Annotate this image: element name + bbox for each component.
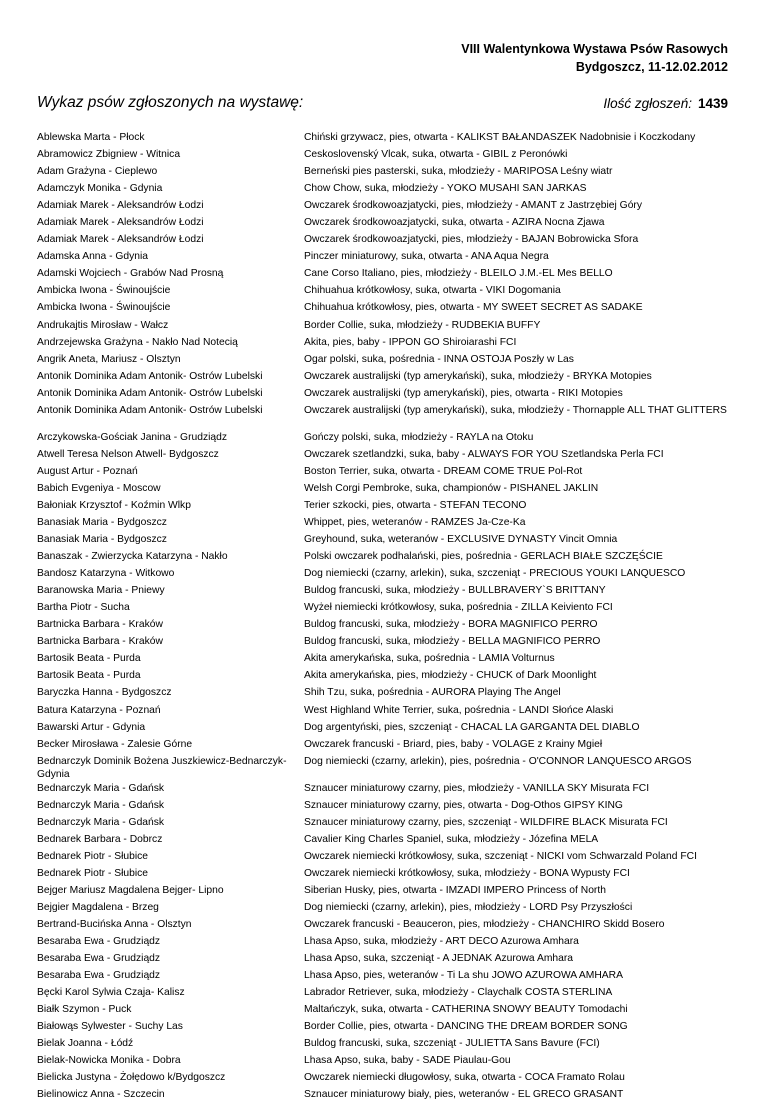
- list-item: [37, 704, 737, 721]
- dog-entry: Dog niemiecki (czarny, arlekin), suka, szczeniąt - PRECIOUS YOUKI LANQUESCO: [304, 568, 686, 580]
- dog-entry: Owczarek środkowoazjatycki, suka, otwarta - AZIRA Nocna Zjawa: [304, 217, 605, 229]
- list-item: [37, 516, 737, 533]
- dog-entry: Lhasa Apso, suka, młodzieży - ART DECO Azurowa Amhara: [304, 936, 579, 948]
- owner-name: Bęcki Karol Sylwia Czaja- Kalisz: [37, 987, 185, 999]
- owner-name: Adamczyk Monika - Gdynia: [37, 183, 163, 195]
- list-item: [37, 969, 737, 986]
- dog-entry: Ogar polski, suka, pośrednia - INNA OSTOJA Poszły w Las: [304, 353, 574, 365]
- owner-name: Bednarczyk Maria - Gdańsk: [37, 782, 165, 794]
- dog-entry: Labrador Retriever, suka, młodzieży - Claychalk COSTA STERLINA: [304, 987, 613, 999]
- dog-entry: Cavalier King Charles Spaniel, suka, młodzieży - Józefina MELA: [304, 833, 599, 845]
- owner-name: Babich Evgeniya - Moscow: [37, 482, 161, 494]
- owner-name: Bejgier Magdalena - Brzeg: [37, 901, 159, 913]
- list-item: [37, 284, 737, 301]
- owner-name: Białowąs Sylwester - Suchy Las: [37, 1021, 183, 1033]
- owner-name: Andrzejewska Grażyna - Nakło Nad Notecią: [37, 336, 238, 348]
- show-location-date: Bydgoszcz, 11-12.02.2012: [575, 60, 728, 74]
- list-item: [37, 884, 737, 901]
- list-item: [37, 1088, 737, 1105]
- owner-name: Atwell Teresa Nelson Atwell- Bydgoszcz: [37, 448, 219, 460]
- owner-name: Baranowska Maria - Pniewy: [37, 585, 165, 597]
- dog-entry: Buldog francuski, suka, młodzieży - BELLA MAGNIFICO PERRO: [304, 636, 601, 648]
- owner-name: Białk Szymon - Puck: [37, 1004, 132, 1016]
- owner-name: Bielak Joanna - Łódź: [37, 1038, 134, 1050]
- list-item: [37, 918, 737, 935]
- list-item: [37, 952, 737, 969]
- dog-entry: Owczarek australijski (typ amerykański), pies, otwarta - RIKI Motopies: [304, 387, 623, 399]
- dog-entry: Owczarek francuski - Briard, pies, baby - VOLAGE z Krainy Mgieł: [304, 738, 603, 750]
- owner-name: Bartosik Beata - Purda: [37, 670, 141, 682]
- dog-entry: Owczarek środkowoazjatycki, pies, młodzieży - BAJAN Bobrowicka Sfora: [304, 234, 639, 246]
- list-item: [37, 1020, 737, 1037]
- list-item: [37, 482, 737, 499]
- owner-name: Adamiak Marek - Aleksandrów Łodzi: [37, 217, 204, 229]
- list-item: [37, 567, 737, 584]
- owner-name: Bielicka Justyna - Żołędowo k/Bydgoszcz: [37, 1072, 226, 1084]
- list-item: [37, 799, 737, 816]
- dog-entry: Border Collie, pies, otwarta - DANCING THE DREAM BORDER SONG: [304, 1021, 628, 1033]
- dog-entry: Owczarek niemiecki krótkowłosy, suka, młodzieży - BONA Wypusty FCI: [304, 867, 630, 879]
- list-item: [37, 738, 737, 755]
- list-item: [37, 233, 737, 250]
- list-item: [37, 618, 737, 635]
- owner-name: Bednarek Piotr - Słubice: [37, 850, 149, 862]
- owner-name: Adamska Anna - Gdynia: [37, 251, 149, 263]
- owner-name: Bednarczyk Maria - Gdańsk: [37, 799, 165, 811]
- entry-count-value: 1439: [697, 96, 728, 111]
- list-item: [37, 148, 737, 165]
- dog-entry: Terier szkocki, pies, otwarta - STEFAN TECONO: [304, 499, 527, 511]
- entry-count: [603, 96, 728, 111]
- owner-name: Banaszak - Zwierzycka Katarzyna - Nakło: [37, 551, 228, 563]
- owner-name: Adamiak Marek - Aleksandrów Łodzi: [37, 200, 204, 212]
- owner-name: Ambicka Iwona - Świnoujście: [37, 285, 171, 297]
- list-item: [37, 301, 737, 318]
- dog-entry: Maltańczyk, suka, otwarta - CATHERINA SNOWY BEAUTY Tomodachi: [304, 1004, 628, 1016]
- list-item: [37, 850, 737, 867]
- dog-entry: Akita, pies, baby - IPPON GO Shiroiarashi FCI: [304, 336, 517, 348]
- dog-entry: Owczarek niemiecki długowłosy, suka, otwarta - COCA Framato Rolau: [304, 1072, 625, 1084]
- list-item: [37, 816, 737, 833]
- list-item: [37, 182, 737, 199]
- owner-name: Banasiak Maria - Bydgoszcz: [37, 516, 167, 528]
- dog-entry: Lhasa Apso, suka, szczeniąt - A JEDNAK Azurowa Amhara: [304, 953, 574, 965]
- list-item: [37, 1003, 737, 1020]
- owner-name: Besaraba Ewa - Grudziądz: [37, 936, 161, 948]
- list-item: [37, 1037, 737, 1054]
- list-item: [37, 755, 737, 782]
- dog-entry: Chihuahua krótkowłosy, suka, otwarta - VIKI Dogomania: [304, 285, 561, 297]
- owner-name: Bielak-Nowicka Monika - Dobra: [37, 1055, 181, 1067]
- owner-name: Andrukajtis Mirosław - Wałcz: [37, 319, 169, 331]
- owner-name: Bartnicka Barbara - Kraków: [37, 619, 163, 631]
- list-item: [37, 165, 737, 182]
- owner-name: Ablewska Marta - Płock: [37, 132, 145, 143]
- list-item: [37, 267, 737, 284]
- list-subtitle: Wykaz psów zgłoszonych na wystawę:: [37, 94, 304, 111]
- dog-entry: Dog niemiecki (czarny, arlekin), pies, młodzieży - LORD Psy Przyszłości: [304, 901, 633, 913]
- list-item: [37, 901, 737, 918]
- owner-name: Bartha Piotr - Sucha: [37, 602, 130, 614]
- owner-name: Bednarczyk Dominik Bożena Juszkiewicz-Bednarczyk- Gdynia: [37, 755, 287, 780]
- list-item: [37, 387, 737, 404]
- dog-entry: Wyżeł niemiecki krótkowłosy, suka, pośrednia - ZILLA Keiviento FCI: [304, 602, 613, 614]
- dog-entry: Buldog francuski, suka, młodzieży - BULLBRAVERY`S BRITTANY: [304, 585, 606, 597]
- owner-name: Besaraba Ewa - Grudziądz: [37, 970, 161, 982]
- dog-entry: Chow Chow, suka, młodzieży - YOKO MUSAHI SAN JARKAS: [304, 183, 587, 195]
- owner-name: Bertrand-Bucińska Anna - Olsztyn: [37, 919, 192, 931]
- list-item: [37, 721, 737, 738]
- list-item: [37, 669, 737, 686]
- owner-name: Abramowicz Zbigniew - Witnica: [37, 149, 181, 161]
- list-item: [37, 686, 737, 703]
- list-item: [37, 465, 737, 482]
- dog-entry: Berneński pies pasterski, suka, młodzieży - MARIPOSA Leśny wiatr: [304, 166, 613, 178]
- owner-name: Antonik Dominika Adam Antonik- Ostrów Lubelski: [37, 387, 263, 399]
- dog-entry: Dog niemiecki (czarny, arlekin), pies, pośrednia - O'CONNOR LANQUESCO ARGOS: [304, 755, 692, 767]
- list-item: [37, 601, 737, 618]
- show-header: [461, 40, 728, 76]
- dog-entry: Shih Tzu, suka, pośrednia - AURORA Playing The Angel: [304, 687, 561, 699]
- dog-entry: Sznaucer miniaturowy czarny, pies, młodzieży - VANILLA SKY Misurata FCI: [304, 782, 650, 794]
- owner-name: Adam Grażyna - Cieplewo: [37, 166, 158, 178]
- show-title: VIII Walentynkowa Wystawa Psów Rasowych: [461, 42, 728, 56]
- owner-name: Bednarek Barbara - Dobrcz: [37, 833, 163, 845]
- owner-name: Bandosz Katarzyna - Witkowo: [37, 568, 175, 580]
- owner-name: Arczykowska-Gościak Janina - Grudziądz: [37, 431, 227, 443]
- list-item: [37, 584, 737, 601]
- dog-entry: Sznaucer miniaturowy biały, pies, weteranów - EL GRECO GRASANT: [304, 1089, 624, 1101]
- dog-entry: Dog argentyński, pies, szczeniąt - CHACAL LA GARGANTA DEL DIABLO: [304, 721, 640, 733]
- list-item: [37, 199, 737, 216]
- dog-entry: Cane Corso Italiano, pies, młodzieży - BLEILO J.M.-EL Mes BELLO: [304, 268, 613, 280]
- entries-list: [37, 131, 737, 1106]
- owner-name: Bawarski Artur - Gdynia: [37, 721, 146, 733]
- owner-name: August Artur - Poznań: [37, 465, 138, 477]
- list-item: [37, 550, 737, 567]
- owner-name: Bejger Mariusz Magdalena Bejger- Lipno: [37, 884, 224, 896]
- owner-name: Ambicka Iwona - Świnoujście: [37, 302, 171, 314]
- list-item: [37, 336, 737, 353]
- list-item: [37, 431, 737, 448]
- owner-name: Bednarek Piotr - Słubice: [37, 867, 149, 879]
- list-item: [37, 986, 737, 1003]
- dog-entry: Owczarek szetlandzki, suka, baby - ALWAYS FOR YOU Szetlandska Perla FCI: [304, 448, 664, 460]
- owner-name: Antonik Dominika Adam Antonik- Ostrów Lubelski: [37, 404, 263, 416]
- owner-name: Angrik Aneta, Mariusz - Olsztyn: [37, 353, 181, 365]
- owner-name: Bednarczyk Maria - Gdańsk: [37, 816, 165, 828]
- dog-entry: Ceskoslovenský Vlcak, suka, otwarta - GIBIL z Peronówki: [304, 149, 568, 161]
- dog-entry: Chihuahua krótkowłosy, pies, otwarta - MY SWEET SECRET AS SADAKE: [304, 302, 643, 314]
- dog-entry: Pinczer miniaturowy, suka, otwarta - ANA Aqua Negra: [304, 251, 549, 263]
- owner-name: Bartnicka Barbara - Kraków: [37, 636, 163, 648]
- dog-entry: Polski owczarek podhalański, pies, pośrednia - GERLACH BIAŁE SZCZĘŚCIE: [304, 551, 663, 563]
- list-item: [37, 1054, 737, 1071]
- dog-entry: Whippet, pies, weteranów - RAMZES Ja-Cze-Ka: [304, 516, 526, 528]
- owner-name: Bałoniak Krzysztof - Koźmin Wlkp: [37, 499, 191, 511]
- owner-name: Batura Katarzyna - Poznań: [37, 704, 161, 716]
- owner-name: Adamski Wojciech - Grabów Nad Prosną: [37, 268, 224, 280]
- list-item: [37, 353, 737, 370]
- dog-entry: Owczarek niemiecki krótkowłosy, suka, szczeniąt - NICKI vom Schwarzald Poland FCI: [304, 850, 697, 862]
- owner-name: Bartosik Beata - Purda: [37, 653, 141, 665]
- dog-entry: Welsh Corgi Pembroke, suka, championów - PISHANEL JAKLIN: [304, 482, 599, 494]
- dog-entry: Lhasa Apso, suka, baby - SADE Piaulau-Gou: [304, 1055, 511, 1067]
- dog-entry: Siberian Husky, pies, otwarta - IMZADI IMPERO Princess of North: [304, 884, 606, 896]
- list-item: [37, 833, 737, 850]
- dog-entry: Sznaucer miniaturowy czarny, pies, otwarta - Dog-Othos GIPSY KING: [304, 799, 623, 811]
- list-item: [37, 370, 737, 387]
- dog-entry: Owczarek francuski - Beauceron, pies, młodzieży - CHANCHIRO Skidd Bosero: [304, 919, 665, 931]
- dog-entry: Buldog francuski, suka, szczeniąt - JULIETTA Sans Bavure (FCI): [304, 1038, 600, 1050]
- dog-entry: Akita amerykańska, pies, młodzieży - CHUCK of Dark Moonlight: [304, 670, 597, 682]
- list-item: [37, 867, 737, 884]
- list-item: [37, 635, 737, 652]
- list-item: [37, 319, 737, 336]
- dog-entry: Boston Terrier, suka, otwarta - DREAM COME TRUE Pol-Rot: [304, 465, 583, 477]
- list-item: [37, 404, 737, 431]
- owner-name: Bielinowicz Anna - Szczecin: [37, 1089, 165, 1101]
- owner-name: Besaraba Ewa - Grudziądz: [37, 953, 161, 965]
- list-item: [37, 1071, 737, 1088]
- dog-entry: Lhasa Apso, pies, weteranów - Ti La shu JOWO AZUROWA AMHARA: [304, 970, 623, 982]
- dog-entry: Greyhound, suka, weteranów - EXCLUSIVE DYNASTY Vincit Omnia: [304, 534, 618, 546]
- owner-name: Banasiak Maria - Bydgoszcz: [37, 534, 167, 546]
- owner-name: Adamiak Marek - Aleksandrów Łodzi: [37, 234, 204, 246]
- dog-entry: Border Collie, suka, młodzieży - RUDBEKIA BUFFY: [304, 319, 541, 331]
- owner-name: Becker Mirosława - Zalesie Górne: [37, 738, 193, 750]
- dog-entry: West Highland White Terrier, suka, pośrednia - LANDI Słońce Alaski: [304, 704, 614, 716]
- list-item: [37, 448, 737, 465]
- owner-name: Baryczka Hanna - Bydgoszcz: [37, 687, 172, 699]
- list-item: [37, 250, 737, 267]
- dog-entry: Gończy polski, suka, młodzieży - RAYLA na Otoku: [304, 431, 534, 443]
- entry-count-label: Ilość zgłoszeń:: [603, 96, 692, 111]
- list-item: [37, 782, 737, 799]
- list-item: [37, 533, 737, 550]
- dog-entry: Owczarek australijski (typ amerykański), suka, młodzieży - Thornapple ALL THAT GLITTERS: [304, 404, 727, 416]
- dog-entry: Sznaucer miniaturowy czarny, pies, szczeniąt - WILDFIRE BLACK Misurata FCI: [304, 816, 668, 828]
- list-item: [37, 216, 737, 233]
- dog-entry: Buldog francuski, suka, młodzieży - BORA MAGNIFICO PERRO: [304, 619, 598, 631]
- list-item: [37, 935, 737, 952]
- list-item: [37, 131, 737, 148]
- list-item: [37, 652, 737, 669]
- list-item: [37, 499, 737, 516]
- dog-entry: Owczarek australijski (typ amerykański), suka, młodzieży - BRYKA Motopies: [304, 370, 652, 382]
- dog-entry: Chiński grzywacz, pies, otwarta - KALIKST BAŁANDASZEK Nadobnisie i Koczkodany: [304, 132, 696, 143]
- dog-entry: Akita amerykańska, suka, pośrednia - LAMIA Volturnus: [304, 653, 555, 665]
- owner-name: Antonik Dominika Adam Antonik- Ostrów Lubelski: [37, 370, 263, 382]
- dog-entry: Owczarek środkowoazjatycki, pies, młodzieży - AMANT z Jastrzębiej Góry: [304, 200, 642, 212]
